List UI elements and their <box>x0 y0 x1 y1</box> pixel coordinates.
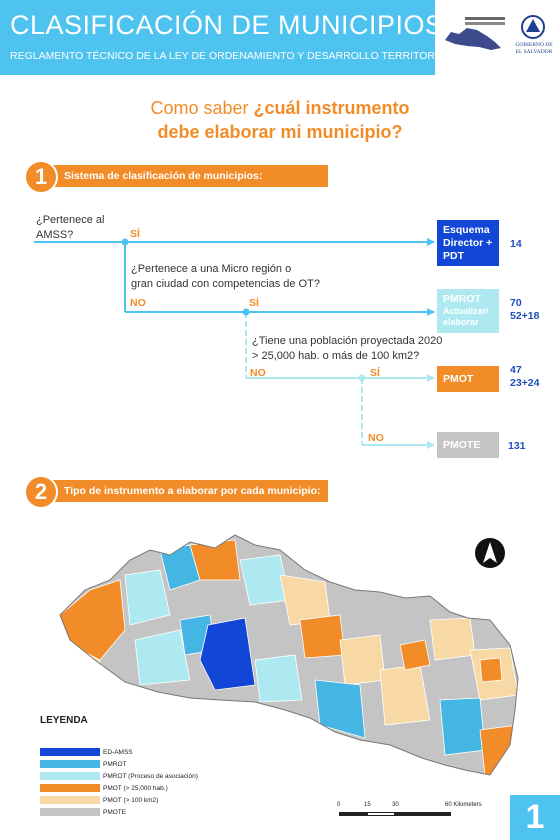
legend-item <box>40 770 198 782</box>
scale-tick: 15 <box>364 802 371 808</box>
legend-title: LEYENDA <box>40 715 88 726</box>
legend-label: ED-AMSS <box>103 748 133 756</box>
question-amss <box>36 213 104 243</box>
legend-swatch <box>40 760 100 768</box>
legend-label: PMOTE <box>103 808 127 816</box>
section2-number: 2 <box>24 475 58 509</box>
result-ed-line1: Esquema <box>443 224 490 236</box>
section1-number: 1 <box>24 160 58 194</box>
result-box-pmrot <box>437 289 499 333</box>
yes-label-1: SÍ <box>130 228 140 240</box>
result-ed-line2: Director + <box>443 237 493 249</box>
result-ed-line3: PDT <box>443 250 464 262</box>
scale-bar <box>337 802 497 822</box>
legend-swatch <box>40 784 100 792</box>
result-pmrot-main: PMROT <box>443 293 481 305</box>
legend-item <box>40 794 198 806</box>
page-subtitle: REGLAMENTO TÉCNICO DE LA LEY DE ORDENAMIENTO Y DESARROLLO TERRITORIAL <box>10 50 451 62</box>
yes-label-3: SÍ <box>370 367 380 379</box>
legend-label: PMOT (> 100 km2) <box>103 796 159 804</box>
question-bold-1: ¿cuál instrumento <box>253 98 410 118</box>
count-pmrot <box>510 297 540 323</box>
legend-item <box>40 782 198 794</box>
question-population-line1: ¿Tiene una población proyectada 2020 <box>252 335 443 347</box>
no-label-2: NO <box>250 367 266 379</box>
scale-segment <box>367 812 395 816</box>
scale-tick: 30 <box>392 802 399 808</box>
legend-item <box>40 806 198 818</box>
legend-swatch <box>40 796 100 804</box>
scale-tick: 60 Kilometers <box>445 802 482 808</box>
count-pmrot-split: 52+18 <box>510 310 540 322</box>
question-population <box>252 334 442 364</box>
count-ed: 14 <box>510 238 522 250</box>
legend-swatch <box>40 808 100 816</box>
scale-segment <box>339 812 367 816</box>
question-bold-2: debe elaborar mi municipio? <box>157 122 403 142</box>
result-box-pmote: PMOTE <box>437 432 499 458</box>
yes-label-2: SÍ <box>249 297 259 309</box>
count-pmrot-total: 70 <box>510 297 522 309</box>
section2-title: Tipo de instrumento a elaborar por cada municipio: <box>64 485 321 497</box>
scale-segment <box>395 812 451 816</box>
no-label-1: NO <box>130 297 146 309</box>
no-label-3: NO <box>368 432 384 444</box>
government-label: GOBIERNO DE EL SALVADOR <box>515 42 553 55</box>
page-number: 1 <box>510 795 560 840</box>
count-pmot-total: 47 <box>510 364 522 376</box>
count-pmot-split: 23+24 <box>510 377 540 389</box>
legend-swatch <box>40 772 100 780</box>
question-microregion-line2: gran ciudad con competencias de OT? <box>131 278 320 290</box>
question-plain: Como saber <box>150 98 254 118</box>
legend-label: PMROT (Proceso de asociación) <box>103 772 198 780</box>
result-pmrot-sub1: Actualizar/ <box>443 306 489 316</box>
question-microregion-line1: ¿Pertenece a una Micro región o <box>131 263 292 275</box>
result-box-pmot: PMOT <box>437 366 499 392</box>
north-arrow-icon <box>474 537 506 569</box>
result-box-ed <box>437 220 499 266</box>
legend-swatch <box>40 748 100 756</box>
legend-label: PMOT (> 25,000 hab.) <box>103 784 168 792</box>
question-microregion <box>131 262 320 292</box>
page-title: CLASIFICACIÓN DE MUNICIPIOS <box>10 10 444 40</box>
count-pmote: 131 <box>508 440 526 452</box>
section1-title: Sistema de clasificación de municipios: <box>64 170 263 182</box>
result-pmrot-sub2: elaborar <box>443 317 479 327</box>
count-pmot <box>510 364 540 390</box>
legend <box>40 746 198 818</box>
question-amss-line1: ¿Pertenece al <box>36 214 105 226</box>
legend-item <box>40 758 198 770</box>
question-amss-line2: AMSS? <box>36 229 74 241</box>
legend-label: PMROT <box>103 760 127 768</box>
legend-item <box>40 746 198 758</box>
scale-tick: 0 <box>337 802 341 808</box>
question-population-line2: > 25,000 hab. o más de 100 km2? <box>252 350 420 362</box>
